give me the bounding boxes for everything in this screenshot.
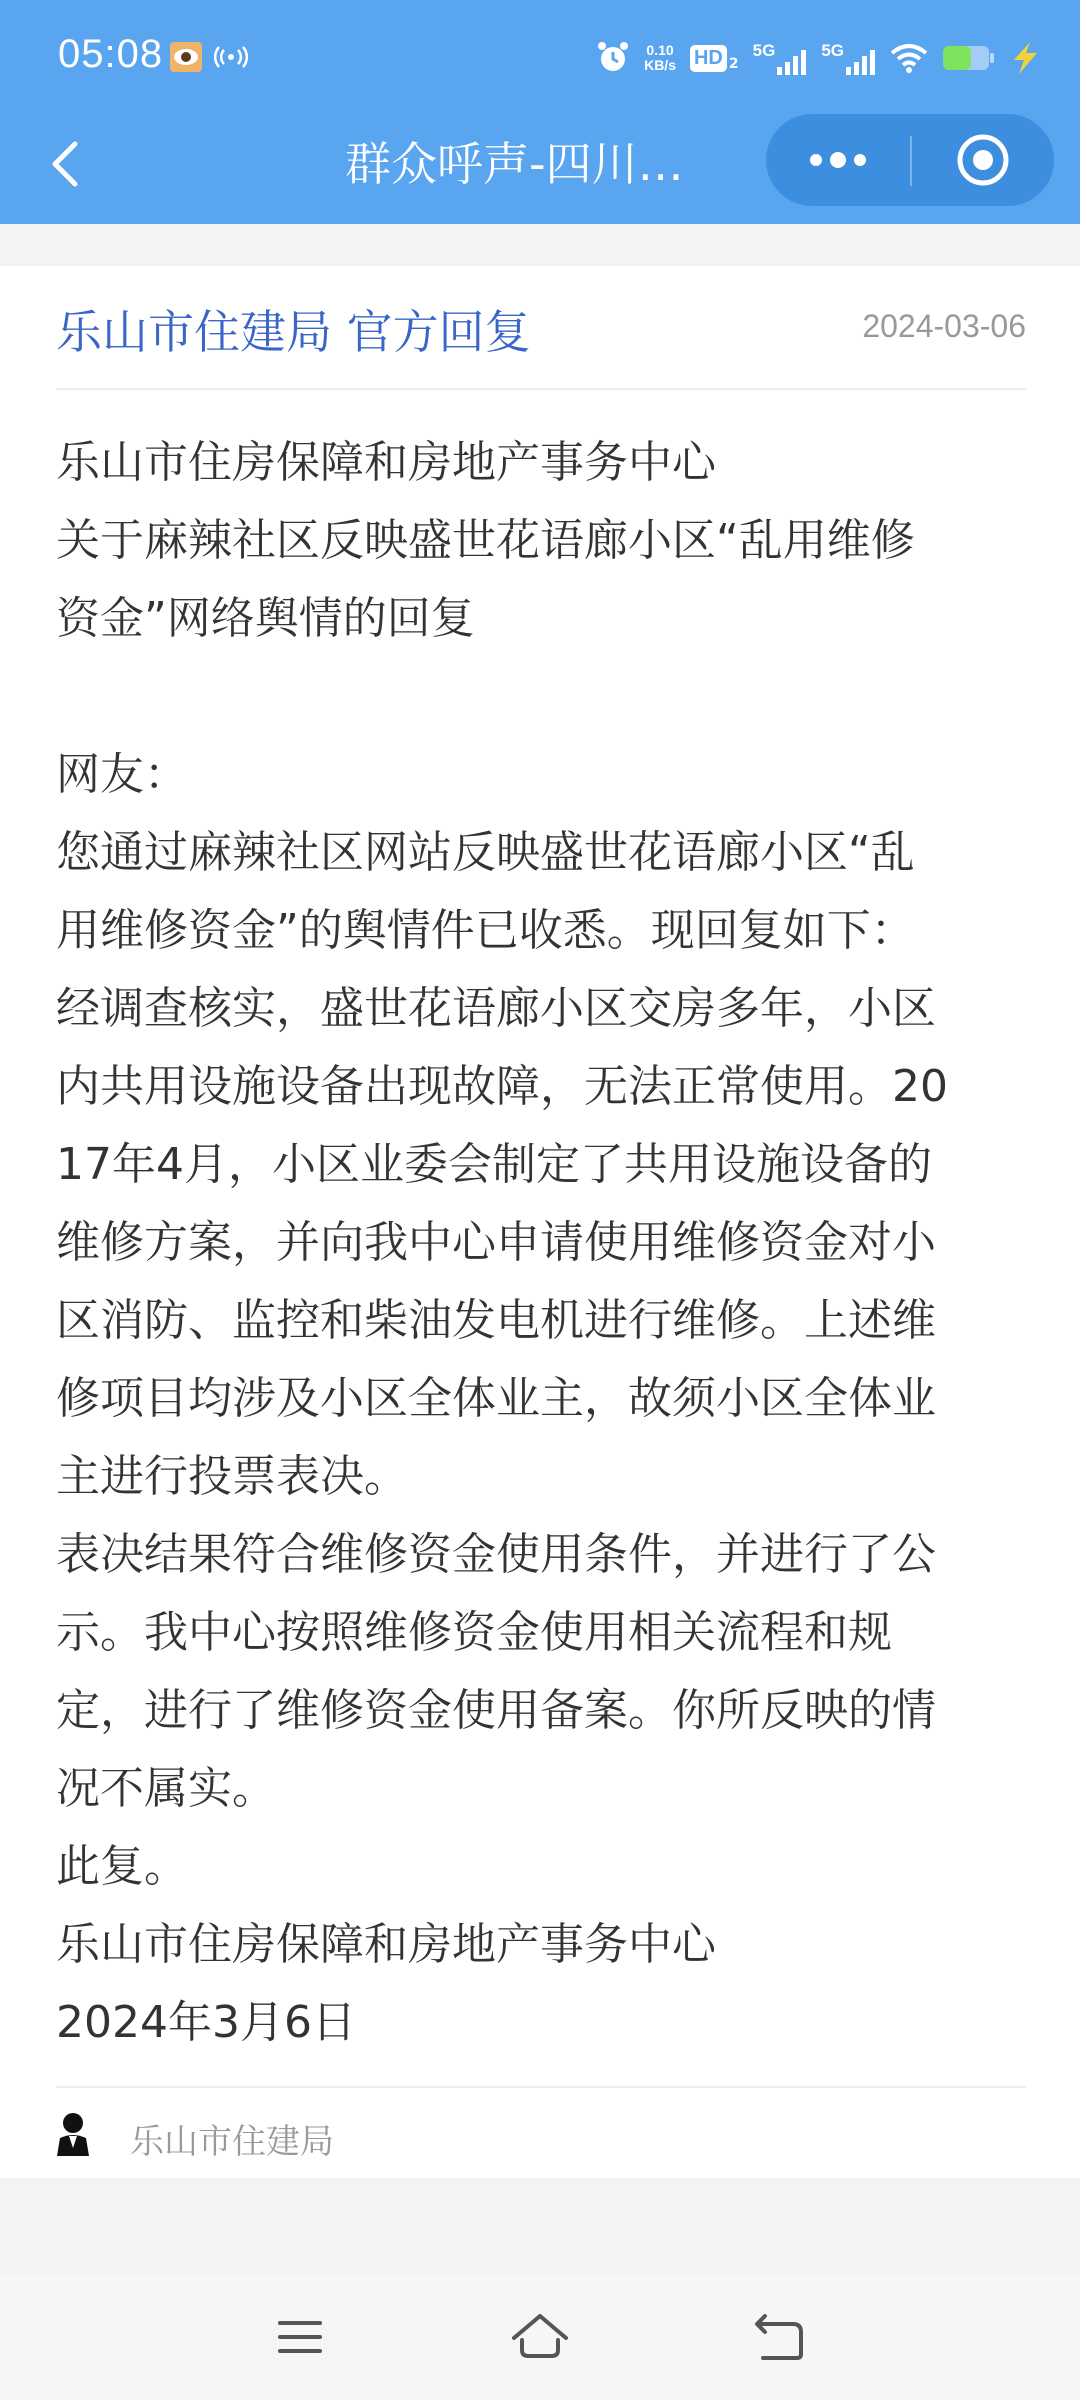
back-arrow-icon [49,140,79,188]
net-speed-value: 0.10 [646,42,674,58]
back-button[interactable] [36,132,92,196]
reply-line: 您通过麻辣社区网站反映盛世花语廊小区“乱 [56,827,915,878]
reply-line: 用维修资金”的舆情件已收悉。现回复如下： [56,905,915,956]
status-icons [596,36,1040,80]
more-button[interactable] [766,114,910,206]
net-speed-unit: KB/s [644,57,676,73]
reply-line: 此复。 [56,1841,188,1892]
home-icon [510,2312,570,2362]
radio-icon [214,46,248,68]
reply-line: 2024年3月6日 [56,1997,356,2048]
reply-line: 关于麻辣社区反映盛世花语廊小区“乱用维修 [56,515,915,566]
home-button[interactable] [500,2304,580,2370]
system-back-button[interactable] [740,2304,820,2370]
reply-line: 维修方案，并向我中心申请使用维修资金对小 [56,1217,936,1268]
reply-date: 2024-03-06 [862,308,1026,344]
signal-2 [821,41,876,75]
hd-sub: 2 [728,55,739,72]
back-icon [753,2314,807,2360]
signal-icon [777,49,807,75]
wifi-icon [890,43,928,73]
reply-line: 乐山市住房保障和房地产事务中心 [56,437,716,488]
charging-icon [1010,42,1040,74]
system-nav-bar [0,2274,1080,2400]
reply-line: 经调查核实，盛世花语廊小区交房多年，小区 [56,983,936,1034]
nav-bar [0,110,1080,224]
reply-title[interactable]: 乐山市住建局 官方回复 [56,305,531,359]
reply-line: 定，进行了维修资金使用备案。你所反映的情 [56,1685,936,1736]
reply-line [56,658,1026,736]
reply-line: 表决结果符合维修资金使用条件，并进行了公 [56,1529,936,1580]
app-header [0,0,1080,224]
card-footer [56,2086,1026,2180]
close-mini-program-button[interactable] [912,114,1054,206]
reply-line: 修项目均涉及小区全体业主，故须小区全体业 [56,1373,936,1424]
reply-body [56,424,1026,2062]
reply-line: 主进行投票表决。 [56,1451,408,1502]
hd-label: HD [690,45,727,72]
signal-1-label: 5G [752,41,776,60]
hd-badge [690,45,739,72]
reply-line: 区消防、监控和柴油发电机进行维修。上述维 [56,1295,936,1346]
eye-icon [170,42,202,72]
status-bar [0,0,1080,120]
menu-button[interactable] [260,2304,340,2370]
official-reply-card [0,266,1080,2178]
target-close-icon [956,133,1010,187]
author-name[interactable]: 乐山市住建局 [130,2122,334,2162]
reply-line: 示。我中心按照维修资金使用相关流程和规 [56,1607,892,1658]
reply-line: 网友： [56,749,188,800]
reply-line: 17年4月，小区业委会制定了共用设施设备的 [56,1139,932,1190]
person-icon [56,2112,90,2156]
mini-program-capsule [766,114,1054,206]
card-header [56,266,1026,390]
more-dots-icon [808,152,868,168]
reply-line: 资金”网络舆情的回复 [56,593,475,644]
reply-line: 乐山市住房保障和房地产事务中心 [56,1919,716,1970]
net-speed [644,43,676,73]
reply-line: 内共用设施设备出现故障，无法正常使用。20 [56,1061,948,1112]
alarm-icon [596,41,630,75]
menu-icon [276,2317,324,2357]
status-time: 05:08 [58,32,164,76]
page-title: 群众呼声-四川… [345,137,684,191]
reply-line: 况不属实。 [56,1763,276,1814]
signal-2-label: 5G [821,41,844,60]
battery-icon [942,44,996,72]
signal-1 [753,41,808,75]
signal-icon [846,49,876,75]
